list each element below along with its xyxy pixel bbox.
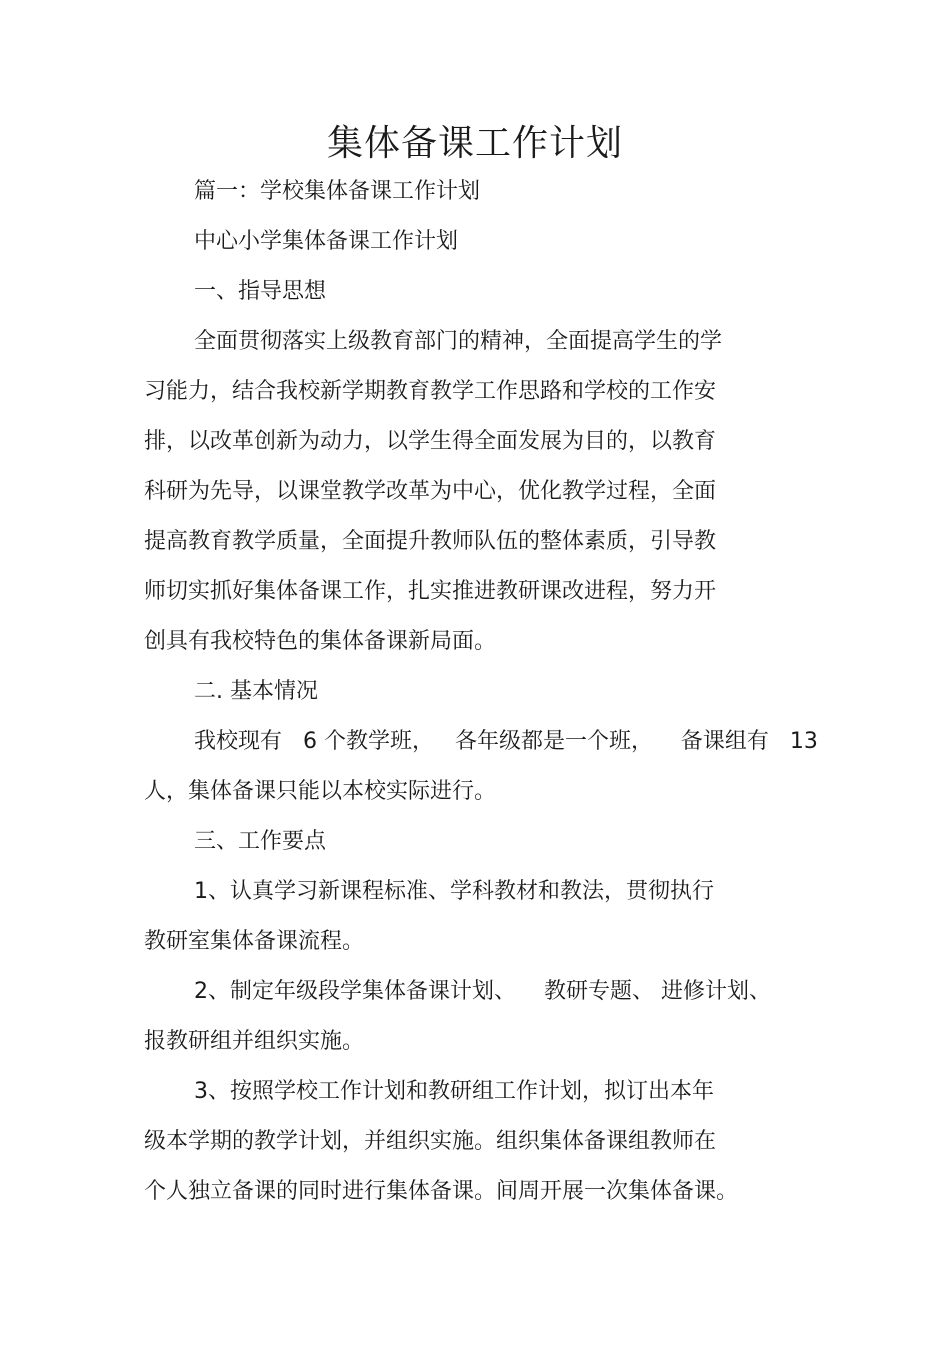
doc-paragraph-line: 排，以改革创新为动力，以学生得全面发展为目的，以教育 — [144, 429, 717, 454]
doc-paragraph-line: 我校现有 6 个教学班， 各年级都是一个班， 备课组有 13 — [194, 729, 818, 754]
doc-list-item-line: 教研室集体备课流程。 — [144, 929, 365, 954]
doc-heading-work-points: 三、工作要点 — [194, 829, 327, 854]
doc-paragraph-line: 创具有我校特色的集体备课新局面。 — [144, 629, 497, 654]
doc-list-item-line: 个人独立备课的同时进行集体备课。间周开展一次集体备课。 — [144, 1179, 739, 1204]
doc-heading-guiding-thought: 一、指导思想 — [194, 279, 327, 304]
doc-list-item-line: 报教研组并组织实施。 — [144, 1029, 365, 1054]
doc-list-item-line: 级本学期的教学计划，并组织实施。组织集体备课组教师在 — [144, 1129, 717, 1154]
doc-list-item-line: 2、制定年级段学集体备课计划、 教研专题、 进修计划、 — [194, 979, 771, 1004]
doc-paragraph-line: 全面贯彻落实上级教育部门的精神，全面提高学生的学 — [194, 329, 723, 354]
doc-paragraph-line: 科研为先导，以课堂教学改革为中心，优化教学过程，全面 — [144, 479, 717, 504]
doc-line-plan-name: 中心小学集体备课工作计划 — [194, 229, 459, 254]
doc-paragraph-line: 师切实抓好集体备课工作，扎实推进教研课改进程，努力开 — [144, 579, 717, 604]
doc-list-item-line: 1、认真学习新课程标准、学科教材和教法，贯彻执行 — [194, 879, 714, 904]
doc-paragraph-line: 习能力，结合我校新学期教育教学工作思路和学校的工作安 — [144, 379, 717, 404]
doc-list-item-line: 3、按照学校工作计划和教研组工作计划，拟订出本年 — [194, 1079, 714, 1104]
document-title: 集体备课工作计划 — [326, 123, 623, 164]
doc-paragraph-line: 提高教育教学质量，全面提升教师队伍的整体素质，引导教 — [144, 529, 717, 554]
doc-paragraph-line: 人，集体备课只能以本校实际进行。 — [144, 779, 497, 804]
doc-line-subtitle: 篇一：学校集体备课工作计划 — [194, 179, 481, 204]
doc-heading-basic-situation: 二. 基本情况 — [194, 679, 318, 704]
